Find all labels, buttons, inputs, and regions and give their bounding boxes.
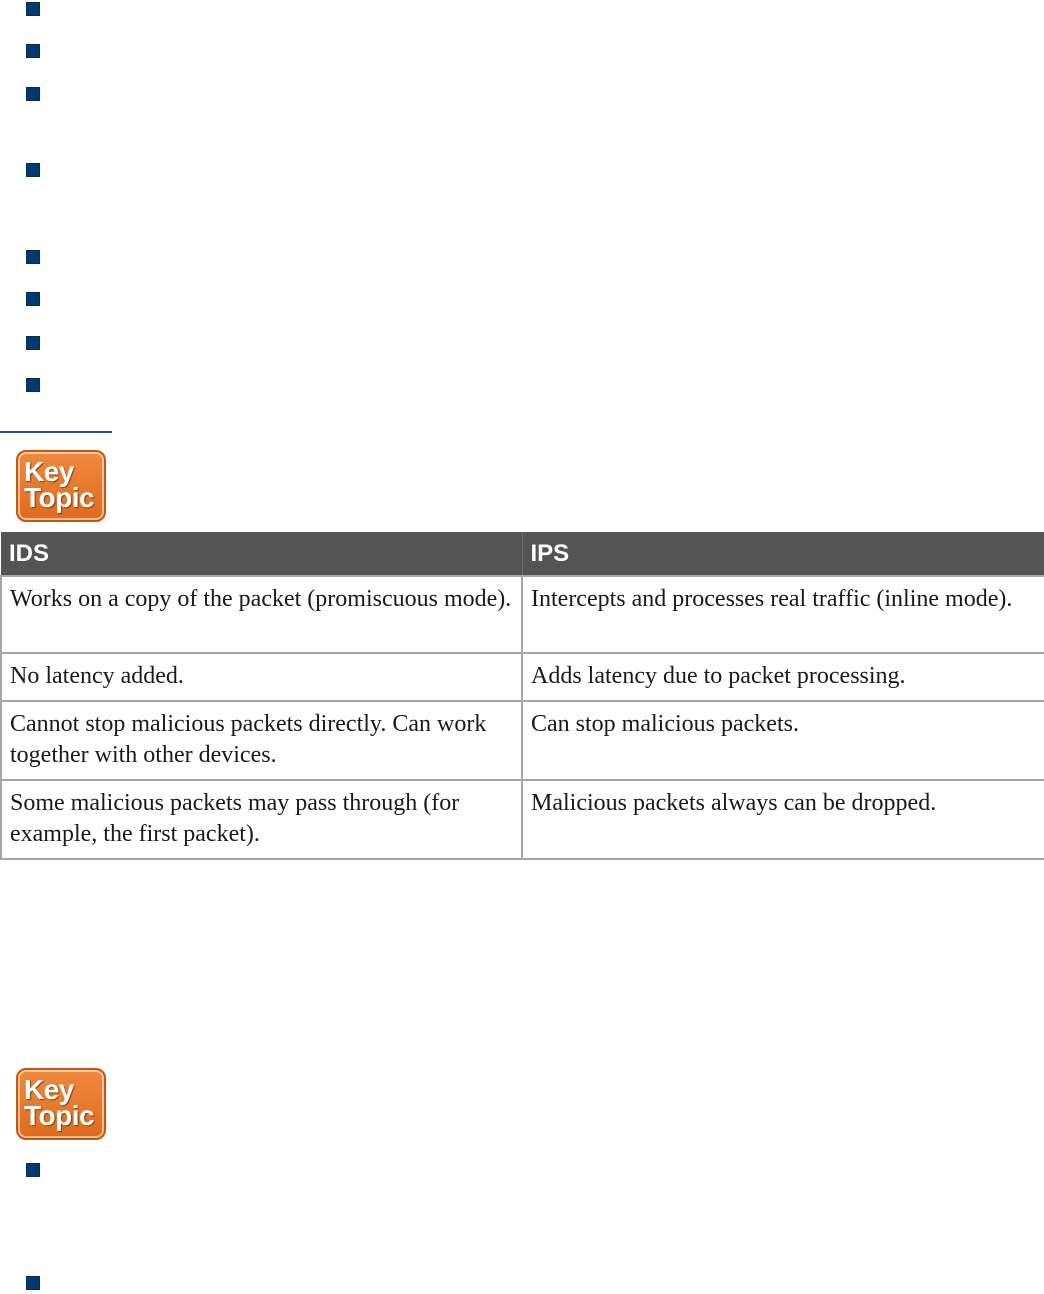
table-cell: Some malicious packets may pass through (for example, the first packet).	[1, 780, 522, 859]
key-topic-line1: Key	[24, 1074, 74, 1105]
key-topic-line2: Topic	[24, 482, 95, 513]
table-row	[1, 780, 1044, 859]
key-topic-icon	[16, 450, 106, 522]
ids-ips-comparison-table	[0, 532, 1044, 860]
bullet-marker	[26, 163, 40, 177]
bullet-marker	[26, 1163, 40, 1177]
header-ips: IPS	[522, 532, 1044, 576]
bullet-marker	[26, 336, 40, 350]
table-cell: Malicious packets always can be dropped.	[522, 780, 1044, 859]
table-cell: Intercepts and processes real traffic (inline mode).	[522, 576, 1044, 653]
table-cell: Can stop malicious packets.	[522, 701, 1044, 780]
link-underline[interactable]	[0, 431, 112, 433]
bullet-marker	[26, 2, 40, 16]
bullet-marker	[26, 44, 40, 58]
table-cell: No latency added.	[1, 653, 522, 701]
key-topic-icon	[16, 1068, 106, 1140]
header-ids: IDS	[1, 532, 522, 576]
bullet-marker	[26, 87, 40, 101]
bullet-marker	[26, 378, 40, 392]
table-cell: Cannot stop malicious packets directly. Can work together with other devices.	[1, 701, 522, 780]
table-header-row	[1, 532, 1044, 576]
bullet-marker	[26, 250, 40, 264]
key-topic-line2: Topic	[24, 1100, 95, 1131]
table-row	[1, 576, 1044, 653]
table-cell: Works on a copy of the packet (promiscuous mode).	[1, 576, 522, 653]
bullet-marker	[26, 1276, 40, 1290]
table-row	[1, 701, 1044, 780]
table-row	[1, 653, 1044, 701]
key-topic-line1: Key	[24, 456, 74, 487]
bullet-marker	[26, 292, 40, 306]
table-cell: Adds latency due to packet processing.	[522, 653, 1044, 701]
